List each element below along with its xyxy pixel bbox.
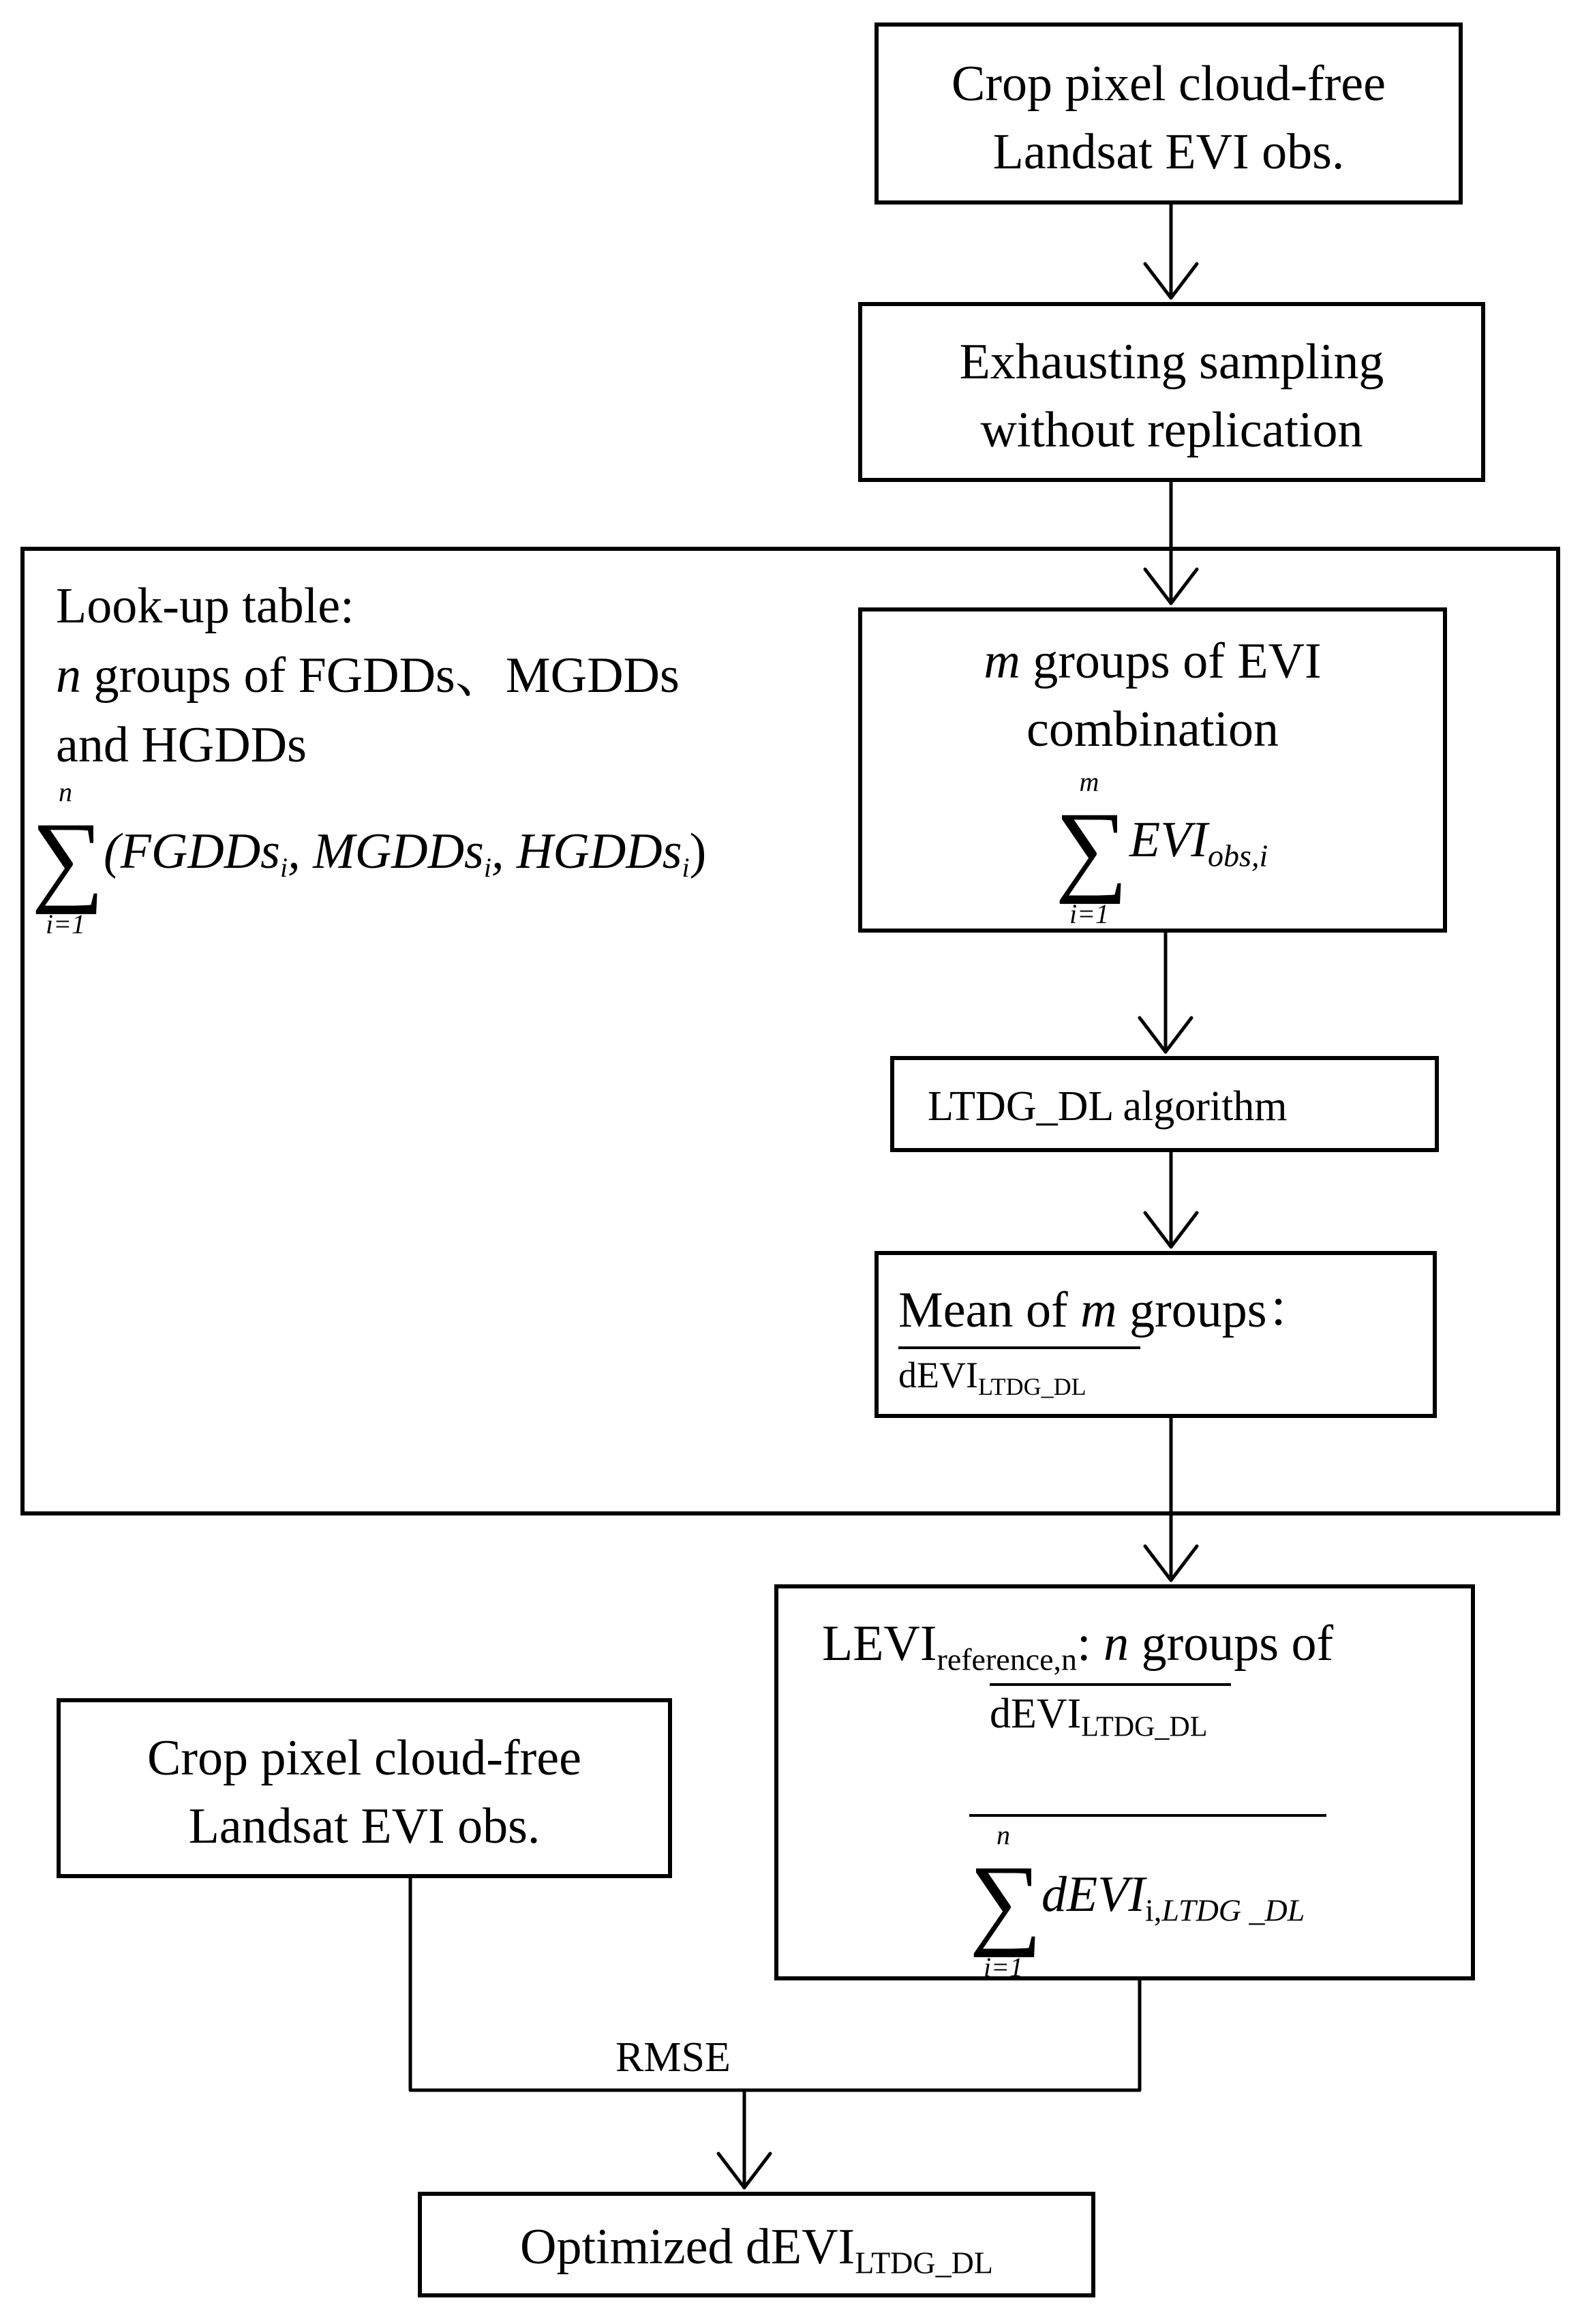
levi-sum-overbar [969,1814,1326,1817]
lookup-line3: and HGDDs [56,717,307,773]
levi-sum-lower: i=1 [983,1952,1024,1982]
node-output [418,2192,1095,2297]
node-input-top-line2: Landsat EVI obs. [992,124,1345,180]
evi-combination-line2: combination [1026,701,1279,757]
levi-var-n: n [1104,1616,1129,1672]
lookup-expr-close: ) [689,824,707,879]
node-mean [874,1251,1437,1418]
levi-line1 [822,1609,1333,1695]
levi-sum-sub-a: i, [1145,1892,1162,1928]
evi-combination-line1 [862,627,1443,696]
lookup-expr-fgdds: (FGDDs [104,824,280,879]
mean-var-m: m [1080,1282,1117,1338]
levi-sum-symbol: n ∑ i=1 [969,1820,1042,1982]
levi-levi: LEVI [822,1616,937,1672]
levi-sum-sub-b: LTDG _DL [1161,1892,1305,1928]
levi-sub: reference,n [937,1642,1078,1677]
node-sampling-line2: without replication [980,402,1363,458]
output-label [422,2212,1091,2298]
output-sub: LTDG_DL [855,2245,993,2280]
mean-line1-tail: groups： [1116,1282,1318,1338]
lookup-line2-text: groups of FGDDs、MGDDs [81,648,680,704]
evi-combination-sum-symbol: m ∑ i=1 [1055,766,1128,929]
mean-devi: dEVI [898,1355,978,1395]
lookup-expr-sub1: i [279,851,288,883]
levi-sum-upper: n [997,1820,1010,1850]
evi-combination-expr-sub: obs,i [1208,838,1268,873]
lookup-sum-upper: n [59,776,72,807]
node-sampling [858,302,1485,482]
lookup-expr-mgdds: , MGDDs [288,824,484,879]
lookup-var-n: n [56,648,81,704]
levi-line2 [990,1687,1207,1755]
levi-devi-sub: LTDG_DL [1081,1711,1208,1743]
evi-combination-expr-evi: EVI [1129,812,1208,868]
lookup-title: Look-up table: [56,578,354,634]
levi-sep: : [1077,1616,1104,1672]
edge-label-rmse: RMSE [615,2034,731,2081]
node-evi-combination [858,607,1447,933]
node-input-bottom-line1: Crop pixel cloud-free [147,1730,581,1786]
node-input-top [874,22,1463,205]
lookup-line2 [56,641,680,710]
node-input-top-line1: Crop pixel cloud-free [952,56,1386,112]
evi-combination-var-m: m [984,633,1020,689]
levi-sum-devi: dEVI [1041,1867,1146,1922]
node-levi-reference [774,1584,1475,1980]
lookup-expr-hgdds: , HGDDs [491,824,682,879]
mean-line1-text: Mean of [898,1282,1081,1338]
lookup-expr-sub2: i [483,851,491,883]
levi-sum-expression [1041,1860,1305,1946]
mean-line1 [898,1276,1318,1345]
lookup-sum-lower: i=1 [45,909,86,939]
evi-combination-sum-upper: m [1079,766,1099,797]
levi-overbar [990,1683,1231,1686]
output-text: Optimized dEVI [520,2219,855,2275]
mean-overbar [898,1346,1140,1349]
node-sampling-line1: Exhausting sampling [959,334,1384,390]
node-input-bottom-line2: Landsat EVI obs. [188,1798,541,1854]
lookup-sum-expression [104,817,706,903]
node-input-bottom [57,1698,672,1878]
connector-levi-to-merge [744,1980,1140,2090]
lookup-sum-symbol: n ∑ i=1 [31,776,104,939]
evi-combination-sum-expression [1129,805,1268,891]
algorithm-label: LTDG_DL algorithm [928,1083,1288,1130]
levi-devi: dEVI [990,1691,1082,1737]
mean-line2 [898,1350,1086,1411]
evi-combination-line1-text: groups of EVI [1020,633,1322,689]
evi-combination-sum-lower: i=1 [1069,899,1110,929]
levi-line1-tail: groups of [1129,1616,1334,1672]
node-algorithm [890,1056,1439,1152]
mean-devi-sub: LTDG_DL [977,1372,1086,1400]
lookup-expr-sub3: i [682,851,690,883]
